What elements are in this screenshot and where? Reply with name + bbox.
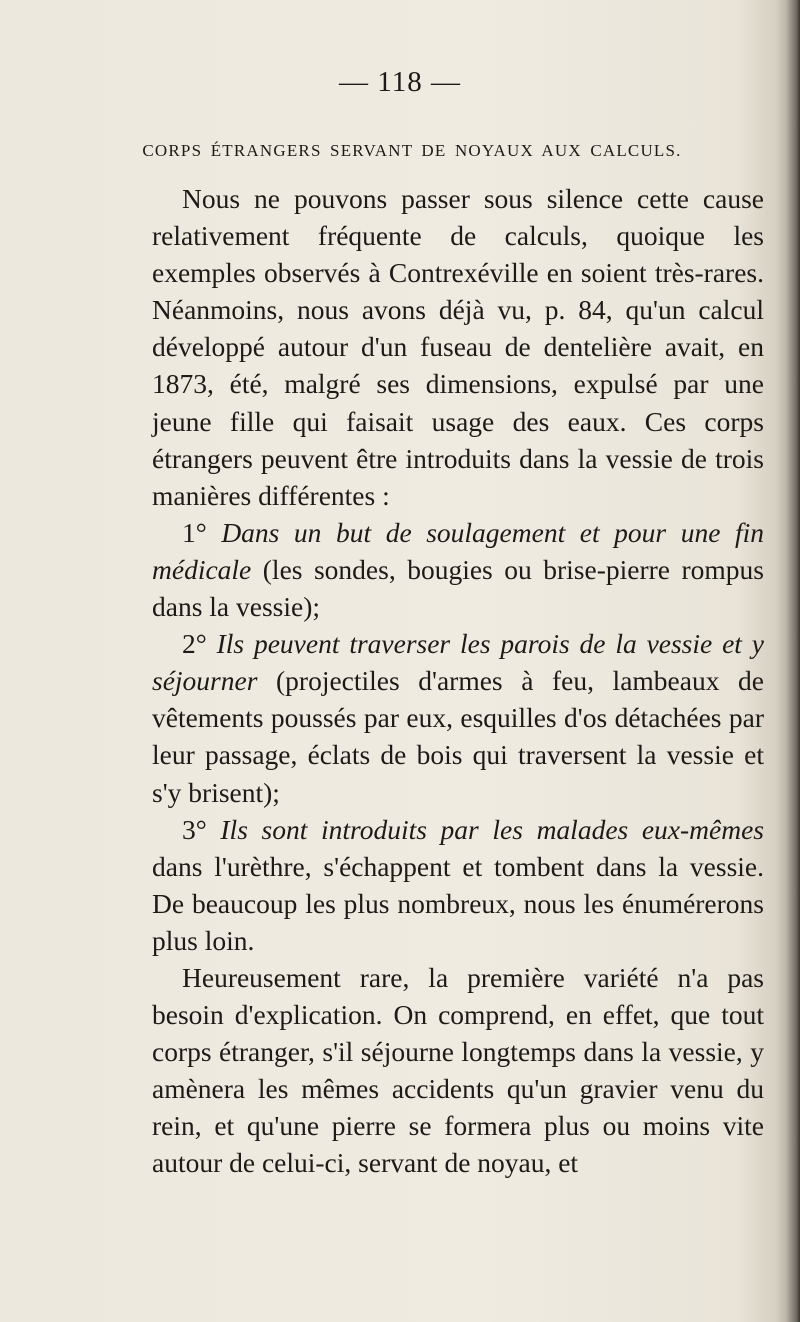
paragraph-2 (152, 514, 764, 625)
paragraph-3-text: (projectiles d'armes à feu, lambeaux de vêtements poussés par eux, esquilles d'os détachées par leur passage, éclats de bois qui traversent la vessie et s'y brisent); (152, 665, 764, 808)
paragraph-4-text: dans l'urèthre, s'échappent et tombent dans la vessie. De beaucoup les plus nombreux, nous les énumérerons plus loin. (152, 850, 764, 956)
list-number-3: 3° (182, 813, 207, 845)
paragraph-3 (152, 625, 764, 810)
paragraph-4-italic: Ils sont introduits par les malades eux-mêmes (220, 813, 765, 845)
list-number-1: 1° (182, 516, 207, 548)
paragraph-5: Heureusement rare, la première variété n'a pas besoin d'explication. On comprend, en effet, que tout corps étranger, s'il séjourne longtemps dans la vessie, y amènera les mêmes accidents qu'un gravier venu du rein, et qu'une pierre se formera plus ou moins vite autour de celui-ci, servant de noyau, et (152, 961, 764, 1179)
paragraph-2-italic: Dans un but de soulagement et pour une fin médicale (152, 516, 764, 585)
paragraph-4 (152, 811, 764, 959)
page-edge-shadow (786, 0, 800, 1322)
paragraph-1: Nous ne pouvons passer sous silence cette cause relativement fréquente de calculs, quoique les exemples observés à Contrexéville en soient très-rares. Néanmoins, nous avons déjà vu, p. 84, qu'un calcul développé autour d'un fuseau de dentelière avait, en 1873, été, malgré ses dimensions, expulsé par une jeune fille qui faisait usage des eaux. Ces corps étrangers peuvent être introduits dans la vessie de trois manières différentes : (152, 183, 764, 511)
paragraph-3-italic: Ils peuvent traverser les parois de la vessie et y séjourner (152, 628, 764, 697)
page-number: — 118 — (339, 66, 461, 98)
section-heading: CORPS ÉTRANGERS SERVANT DE NOYAUX AUX CALCULS. (142, 141, 682, 160)
paragraph-2-text: (les sondes, bougies ou brise-pierre rompus dans la vessie); (152, 553, 764, 623)
body-text (152, 180, 764, 1182)
list-number-2: 2° (182, 628, 207, 660)
